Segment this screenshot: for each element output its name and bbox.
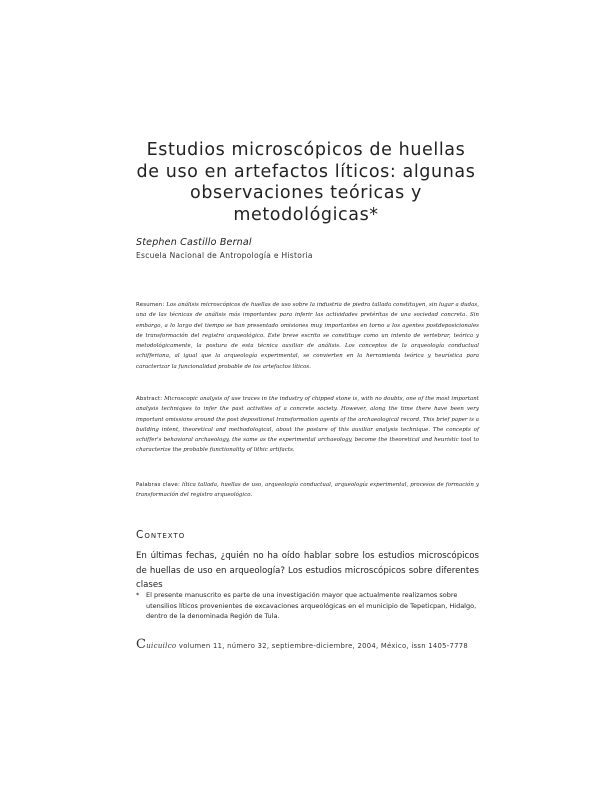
author-name: Stephen Castillo Bernal bbox=[136, 237, 252, 248]
author-affiliation: Escuela Nacional de Antropología e Historia bbox=[136, 251, 313, 260]
abstract-label: Abstract: bbox=[136, 396, 163, 402]
article-title: Estudios microscópicos de huellas de uso en artefactos líticos: algunas observaciones teóricas y metodológicas* bbox=[136, 140, 476, 225]
journal-logo-initial: C bbox=[136, 637, 147, 652]
resumen-label: Resumen: bbox=[136, 302, 165, 308]
abstract-block bbox=[136, 394, 479, 456]
resumen-text: Los análisis microscópicos de huellas de uso sobre la industria de piedra tallada constituyen, sin lugar a dudas, una de las técnicas de análisis más importantes para inferir las actividades pretéritas de una sociedad concreta. Sin embargo, a lo largo del tiempo se han presentado omisiones muy importantes en torno a los agentes postdeposicionales de transformación del registro arqueológico. Este breve escrito se constituye como un intento de vertebrar, teórica y metodológicamente, la postura de esta técnica auxiliar de análisis. Los conceptos de la arqueología conductual schifferiana, al igual que la arqueología experimental, se convierten en la herramienta teórica y heurística para caracterizar la funcionalidad probable de los artefactos líticos. bbox=[136, 302, 480, 370]
journal-logo bbox=[136, 637, 177, 652]
body-paragraph: En últimas fechas, ¿quién no ha oído hablar sobre los estudios microscópicos de huellas de uso en arqueología? Los estudios microscópicos sobre diferentes clases bbox=[136, 551, 479, 590]
journal-logo-rest: uicuilco bbox=[146, 642, 177, 650]
page-footer bbox=[136, 637, 479, 652]
keywords-block bbox=[136, 480, 479, 501]
footnote-text: El presente manuscrito es parte de una investigación mayor que actualmente realizamos sobre utensilios líticos provenientes de excavaciones arqueológicas en el municipio de Tepeticpan, Hidalgo, dentro de la denominada Región de Tula. bbox=[146, 591, 477, 620]
section-heading: Contexto bbox=[136, 529, 186, 541]
keywords-text: lítica tallada, huellas de uso, arqueología conductual, arqueología experimental, procesos de formación y transformación del registro arqueológico. bbox=[136, 482, 480, 499]
footnote-mark: * bbox=[136, 591, 140, 599]
footnote bbox=[136, 590, 479, 622]
keywords-label: Palabras clave: bbox=[136, 482, 180, 488]
abstract-text: Microscopic analysis of use traces in the industry of chipped stone is, with no doubts, one of the most important analysis techniques to infer the past activities of a concrete society. However, along the time there have been very important omissions around the post depositional transformation agents of the archaeological record. This brief paper is a building intent, theoretical and methodological, about the posture of this auxiliar analysis technique. The concepts of schiffer's behavioral archaeology, the same as the experimental archaeology, become the theoretical and heuristic tool to characterize the probable functionality of lithic artifacts. bbox=[136, 396, 479, 454]
resumen-block bbox=[136, 300, 479, 372]
footer-citation: volumen 11, número 32, septiembre-diciembre, 2004, México, issn 1405-7778 bbox=[178, 642, 469, 650]
